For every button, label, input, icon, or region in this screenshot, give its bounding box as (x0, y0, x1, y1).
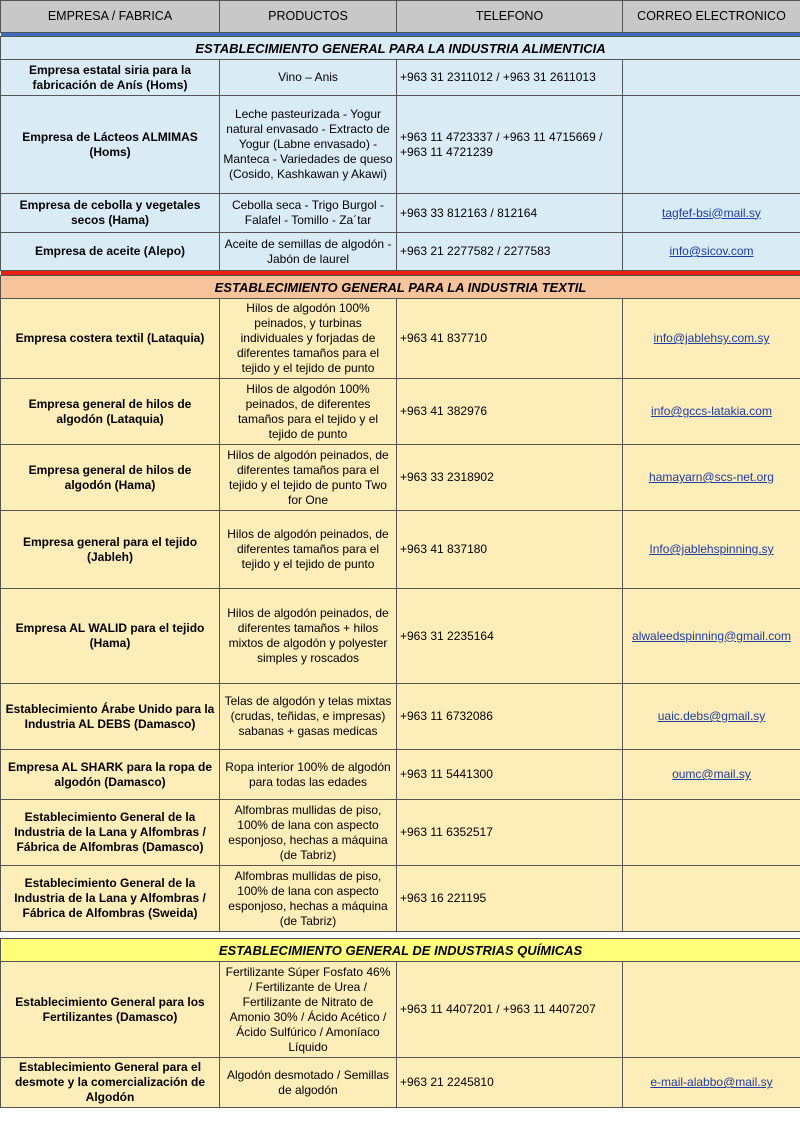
table-row (1, 233, 800, 271)
email-link[interactable]: e-mail-alabbo@mail.sy (650, 1075, 773, 1089)
phone-cell: +963 31 2235164 (397, 589, 623, 684)
email-cell (623, 1058, 800, 1108)
company-cell: Empresa de cebolla y vegetales secos (Hama) (1, 194, 220, 233)
table-row (1, 962, 800, 1058)
phone-cell: +963 21 2245810 (397, 1058, 623, 1108)
products-cell: Cebolla seca - Trigo Burgol - Falafel - Tomillo - Za´tar (220, 194, 397, 233)
company-cell: Empresa estatal siria para la fabricación de Anís (Homs) (1, 60, 220, 96)
company-cell: Empresa general de hilos de algodón (Hama) (1, 445, 220, 511)
company-cell: Empresa de Lácteos ALMIMAS (Homs) (1, 96, 220, 194)
company-cell: Establecimiento General de la Industria de la Lana y Alfombras / Fábrica de Alfombras (Damasco) (1, 800, 220, 866)
email-link[interactable]: alwaleedspinning@gmail.com (632, 628, 791, 643)
phone-cell: +963 33 812163 / 812164 (397, 194, 623, 233)
section-header-chemical: ESTABLECIMIENTO GENERAL DE INDUSTRIAS QUÍMICAS (1, 939, 800, 962)
table-row (1, 511, 800, 589)
products-cell: Hilos de algodón peinados, de diferentes tamaños + hilos mixtos de algodón y polyester simples y roscados (220, 589, 397, 684)
products-cell: Hilos de algodón 100% peinados, y turbinas individuales y forjadas de diferentes tamaños para el tejido y el tejido de punto (220, 299, 397, 379)
table-row (1, 750, 800, 800)
section-spacer (1, 932, 800, 939)
phone-cell: +963 31 2311012 / +963 31 2611013 (397, 60, 623, 96)
email-link[interactable]: tagfef-bsi@mail.sy (662, 205, 761, 220)
products-cell: Algodón desmotado / Semillas de algodón (220, 1058, 397, 1108)
products-cell: Hilos de algodón peinados, de diferentes tamaños para el tejido y el tejido de punto Two for One (220, 445, 397, 511)
phone-cell: +963 41 837180 (397, 511, 623, 589)
phone-cell: +963 11 6732086 (397, 684, 623, 750)
table-row (1, 800, 800, 866)
company-cell: Establecimiento General para el desmote y la comercialización de Algodón (1, 1058, 220, 1108)
table-row (1, 194, 800, 233)
company-cell: Empresa general de hilos de algodón (Lataquia) (1, 379, 220, 445)
phone-cell: +963 11 6352517 (397, 800, 623, 866)
products-cell: Hilos de algodón 100% peinados, de diferentes tamaños para el tejido y el tejido de punto (220, 379, 397, 445)
email-link[interactable]: info@sicov.com (669, 244, 754, 258)
products-cell: Aceite de semillas de algodón - Jabón de laurel (220, 233, 397, 271)
email-cell (623, 750, 800, 800)
header-products: PRODUCTOS (220, 1, 397, 33)
products-cell: Alfombras mullidas de piso, 100% de lana con aspecto esponjoso, hechas a máquina (de Tabriz) (220, 866, 397, 932)
company-cell: Empresa de aceite (Alepo) (1, 233, 220, 271)
phone-cell: +963 41 382976 (397, 379, 623, 445)
email-cell (623, 445, 800, 511)
email-link[interactable]: Info@jablehspinning.sy (649, 542, 774, 556)
section-header-food: ESTABLECIMIENTO GENERAL PARA LA INDUSTRIA ALIMENTICIA (1, 37, 800, 60)
company-cell: Empresa AL WALID para el tejido (Hama) (1, 589, 220, 684)
phone-cell: +963 11 5441300 (397, 750, 623, 800)
products-cell: Ropa interior 100% de algodón para todas las edades (220, 750, 397, 800)
company-cell: Empresa costera textil (Lataquia) (1, 299, 220, 379)
products-cell: Vino – Anis (220, 60, 397, 96)
email-cell (623, 589, 800, 684)
header-phone: TELEFONO (397, 1, 623, 33)
products-cell: Telas de algodón y telas mixtas (crudas, teñidas, e impresas) sabanas + gasas medicas (220, 684, 397, 750)
table-row (1, 1058, 800, 1108)
email-cell (623, 800, 800, 866)
products-cell: Leche pasteurizada - Yogur natural envasado - Extracto de Yogur (Labne envasado) - Manteca - Variedades de queso (Cosido, Kashkawan y Akawi) (220, 96, 397, 194)
email-cell (623, 866, 800, 932)
table-row (1, 589, 800, 684)
phone-cell: +963 16 221195 (397, 866, 623, 932)
email-cell (623, 60, 800, 96)
products-cell: Hilos de algodón peinados, de diferentes tamaños para el tejido y el tejido de punto (220, 511, 397, 589)
email-cell (623, 96, 800, 194)
email-link[interactable]: hamayarn@scs-net.org (649, 470, 774, 484)
email-link[interactable]: info@gccs-latakia.com (651, 404, 772, 418)
table-row (1, 96, 800, 194)
products-cell: Alfombras mullidas de piso, 100% de lana con aspecto esponjoso, hechas a máquina (de Tabriz) (220, 800, 397, 866)
phone-cell: +963 41 837710 (397, 299, 623, 379)
phone-cell: +963 11 4723337 / +963 11 4715669 / +963 11 4721239 (397, 96, 623, 194)
phone-cell: +963 11 4407201 / +963 11 4407207 (397, 962, 623, 1058)
table-row (1, 299, 800, 379)
company-cell: Establecimiento General para los Fertilizantes (Damasco) (1, 962, 220, 1058)
email-cell (623, 684, 800, 750)
table-row (1, 60, 800, 96)
company-cell: Empresa general para el tejido (Jableh) (1, 511, 220, 589)
table-row (1, 866, 800, 932)
email-link[interactable]: oumc@mail.sy (672, 767, 751, 781)
email-link[interactable]: info@jablehsy.com.sy (653, 331, 770, 345)
email-cell (623, 379, 800, 445)
table-row (1, 379, 800, 445)
email-cell (623, 194, 800, 233)
header-row (1, 1, 800, 33)
company-cell: Empresa AL SHARK para la ropa de algodón (Damasco) (1, 750, 220, 800)
section-header-textile: ESTABLECIMIENTO GENERAL PARA LA INDUSTRIA TEXTIL (1, 276, 800, 299)
email-cell (623, 233, 800, 271)
email-link[interactable]: uaic.debs@gmail.sy (657, 709, 766, 723)
email-cell (623, 511, 800, 589)
email-cell (623, 962, 800, 1058)
company-cell: Establecimiento General de la Industria de la Lana y Alfombras / Fábrica de Alfombras (Sweida) (1, 866, 220, 932)
company-cell: Establecimiento Árabe Unido para la Industria AL DEBS (Damasco) (1, 684, 220, 750)
phone-cell: +963 33 2318902 (397, 445, 623, 511)
phone-cell: +963 21 2277582 / 2277583 (397, 233, 623, 271)
header-email: CORREO ELECTRONICO (623, 1, 800, 33)
header-company: EMPRESA / FABRICA (1, 1, 220, 33)
email-cell (623, 299, 800, 379)
table-row (1, 684, 800, 750)
table-row (1, 445, 800, 511)
products-cell: Fertilizante Súper Fosfato 46% / Fertilizante de Urea / Fertilizante de Nitrato de Amonio 30% / Ácido Acético / Ácido Sulfúrico / Amoníaco Líquido (220, 962, 397, 1058)
